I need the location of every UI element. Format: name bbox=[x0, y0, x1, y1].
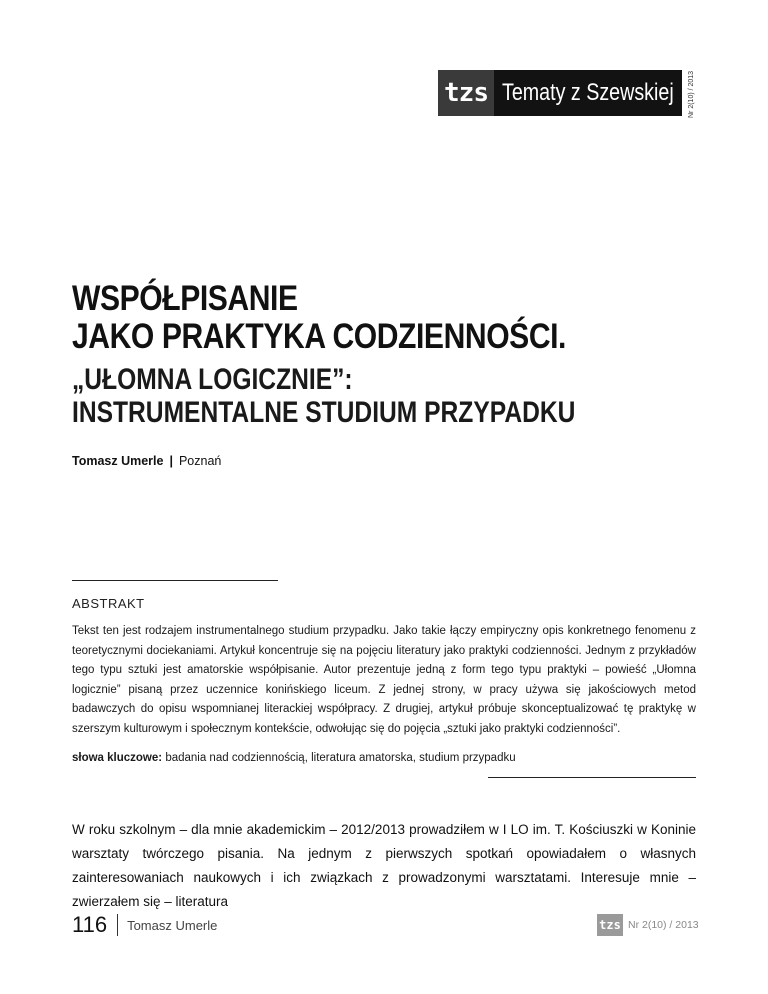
page-number: 116 bbox=[72, 912, 108, 937]
abstract-heading: ABSTRAKT bbox=[72, 596, 145, 611]
footer-separator bbox=[117, 914, 118, 936]
keywords-label: słowa kluczowe: bbox=[72, 752, 163, 764]
abstract-divider-bottom bbox=[488, 777, 696, 778]
footer-author: Tomasz Umerle bbox=[127, 917, 218, 933]
article-title bbox=[72, 280, 646, 356]
author-separator: | bbox=[169, 454, 173, 468]
issue-vertical: Nr 2(10) / 2013 bbox=[688, 70, 695, 118]
article-title-line-1: WSPÓŁPISANIE bbox=[72, 279, 298, 318]
abstract-text: Tekst ten jest rodzajem instrumentalnego studium przypadku. Jako takie łączy empiryczny opis konkretnego fenomenu z teoretycznymi dociekaniami. Artykuł koncentruje się na pojęciu literatury jako praktyki codzienności. Jednym z przykładów tego typu sztuki jest amatorskie współpisanie. Autor prezentuje jedną z form tego typu praktyki – powieść „Ułomna logicznie” pisaną przez uczennice konińskiego liceum. Z jednej strony, w pracy używa się jakościowych metod badawczych do opisu wspomnianej literackiej współpracy. Z drugiej, artykuł próbuje skonceptualizować tę praktykę w szerszym kulturowym i społecznym kontekście, odwołując się do pojęcia „sztuki jako praktyki codzienności”. bbox=[72, 625, 696, 735]
author-name: Tomasz Umerle bbox=[72, 454, 164, 468]
journal-logo bbox=[438, 70, 682, 116]
abstract-divider-top bbox=[72, 580, 278, 581]
author-line bbox=[72, 454, 221, 468]
journal-title: Tematy z Szewskiej bbox=[494, 70, 682, 116]
article-subtitle-line-2: INSTRUMENTALNE STUDIUM PRZYPADKU bbox=[72, 396, 576, 429]
journal-logo-abbr: tzs bbox=[438, 70, 494, 116]
article-subtitle-line-1: „UŁOMNA LOGICZNIE”: bbox=[72, 363, 353, 396]
footer-logo: tzs bbox=[597, 914, 623, 936]
keywords bbox=[72, 750, 696, 766]
footer-left bbox=[72, 912, 217, 938]
article-title-line-2: JAKO PRAKTYKA CODZIENNOŚCI. bbox=[72, 317, 567, 356]
footer-issue: Nr 2(10) / 2013 bbox=[628, 919, 699, 931]
body-paragraph: W roku szkolnym – dla mnie akademickim – 2012/2013 prowadziłem w I LO im. T. Kościuszki w Koninie warsztaty twórczego pisania. Na jednym z pierwszych spotkań opowiadałem o własnych zainteresowaniach naukowych i ich związkach z prowadzonymi warsztatami. Interesuje mnie – zwierzałem się – literatura bbox=[72, 822, 696, 909]
keywords-list: badania nad codziennością, literatura amatorska, studium przypadku bbox=[165, 752, 516, 764]
footer-right bbox=[597, 914, 699, 936]
article-subtitle bbox=[72, 363, 686, 429]
author-city: Poznań bbox=[178, 454, 222, 468]
